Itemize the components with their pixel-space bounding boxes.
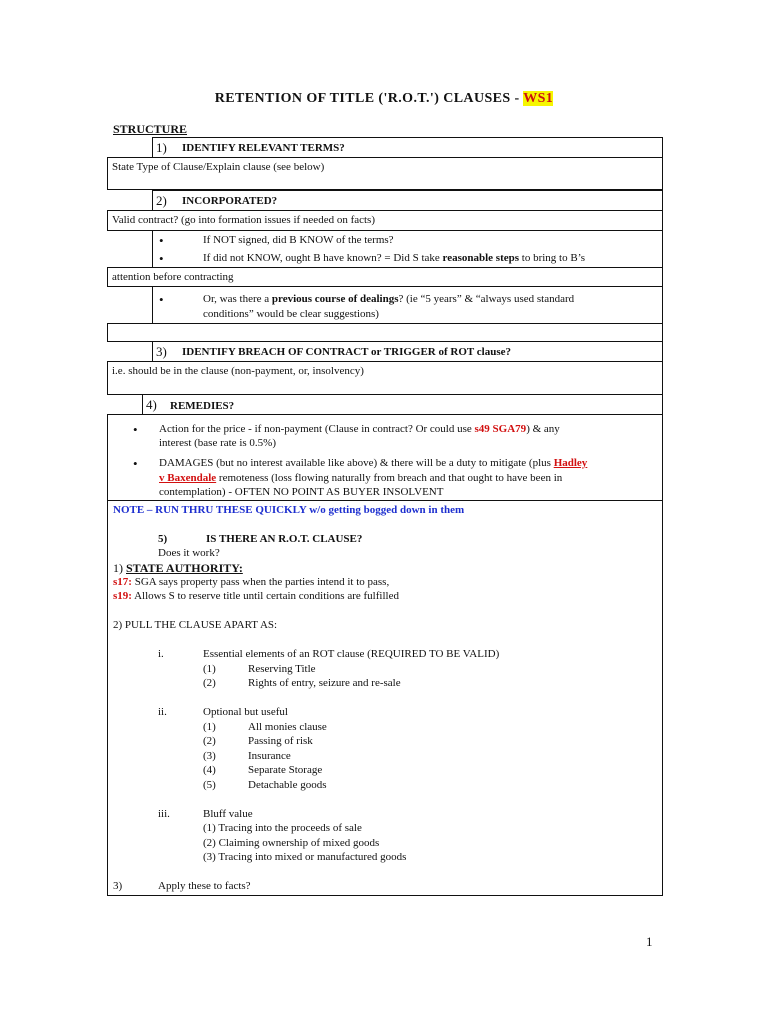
pull-iii-item-3: (3) Tracing into mixed or manufactured goods — [203, 851, 407, 863]
pull-ii-number: ii. — [158, 706, 167, 718]
section-3-header — [152, 341, 663, 362]
section-2-bullet-3: Or, was there a previous course of dealings? (ie “5 years” & “always used standard — [203, 293, 575, 305]
section-1-heading: IDENTIFY RELEVANT TERMS? — [182, 142, 345, 154]
title-tag: WS1 — [523, 91, 554, 106]
bullet-icon: • — [133, 456, 138, 471]
pull-ii-item-4-num: (4) — [203, 764, 216, 776]
section-4-header — [142, 394, 663, 415]
page-number: 1 — [646, 934, 653, 949]
pull-iii-item-1: (1) Tracing into the proceeds of sale — [203, 822, 362, 834]
section-3-heading: IDENTIFY BREACH OF CONTRACT or TRIGGER of ROT clause? — [182, 346, 512, 358]
pull-i-item-1-num: (1) — [203, 663, 216, 675]
section-3-number: 3) — [156, 344, 167, 359]
bullet-icon: • — [133, 422, 138, 437]
section-5-heading: IS THERE AN R.O.T. CLAUSE? — [206, 533, 363, 545]
section-3-text: i.e. should be in the clause (non-payment, or, insolvency) — [112, 365, 364, 377]
section-2-number: 2) — [156, 193, 167, 208]
bullet-icon: • — [159, 233, 164, 248]
pull-i-item-2-num: (2) — [203, 677, 216, 689]
pull-i-item-1: Reserving Title — [248, 663, 316, 675]
apply-text: Apply these to facts? — [158, 880, 251, 892]
pull-ii-item-3: Insurance — [248, 750, 291, 762]
pull-iii-number: iii. — [158, 808, 170, 820]
section-1-number: 1) — [156, 140, 167, 155]
pull-ii-item-5-num: (5) — [203, 779, 216, 791]
section-4-bullet-2: DAMAGES (but no interest available like above) & there will be a duty to mitigate (plus Hadley — [159, 457, 588, 469]
pull-heading: 2) PULL THE CLAUSE APART AS: — [113, 619, 278, 631]
section-2-bullet-3-cont: conditions” would be clear suggestions) — [203, 308, 379, 320]
section-2-header — [152, 190, 663, 211]
section-4-bullet-1: Action for the price - if non-payment (Clause in contract? Or could use s49 SGA79) & any — [159, 423, 560, 435]
section-2-text: Valid contract? (go into formation issues if needed on facts) — [112, 214, 376, 226]
section-2-body — [107, 210, 663, 231]
section-4-heading: REMEDIES? — [170, 400, 235, 412]
section-1-text: State Type of Clause/Explain clause (see below) — [112, 161, 325, 173]
section-2-heading: INCORPORATED? — [182, 195, 278, 207]
section-5-number: 5) — [158, 533, 168, 545]
section-2-bullets — [152, 230, 663, 268]
pull-ii-item-3-num: (3) — [203, 750, 216, 762]
section-2-bullet-3-box — [152, 286, 663, 324]
pull-ii-item-4: Separate Storage — [248, 764, 323, 776]
title-text: RETENTION OF TITLE ('R.O.T.') CLAUSES - — [214, 91, 524, 106]
pull-iii-text: Bluff value — [203, 808, 253, 820]
section-1-header — [152, 137, 663, 158]
pull-ii-item-1: All monies clause — [248, 721, 327, 733]
section-4-bullet-2-line-3: contemplation) - OFTEN NO POINT AS BUYER INSOLVENT — [159, 486, 444, 498]
pull-ii-item-2: Passing of risk — [248, 735, 313, 747]
pull-ii-text: Optional but useful — [203, 706, 288, 718]
structure-label: STRUCTURE — [113, 122, 188, 136]
section-3-body — [107, 361, 663, 395]
note-text: NOTE – RUN THRU THESE QUICKLY w/o getting bogged down in them — [113, 504, 465, 516]
section-4-body — [107, 414, 663, 501]
pull-ii-item-2-num: (2) — [203, 735, 216, 747]
pull-ii-item-5: Detachable goods — [248, 779, 327, 791]
s17-line: s17: SGA says property pass when the parties intend it to pass, — [113, 576, 390, 588]
page-title — [0, 91, 768, 107]
pull-iii-item-2: (2) Claiming ownership of mixed goods — [203, 837, 380, 849]
pull-i-item-2: Rights of entry, seizure and re-sale — [248, 677, 401, 689]
section-2-bullet-2: If did not KNOW, ought B have known? = Did S take reasonable steps to bring to B’s — [203, 252, 586, 264]
pull-ii-item-1-num: (1) — [203, 721, 216, 733]
rot-clause-box — [107, 500, 663, 896]
pull-i-number: i. — [158, 648, 164, 660]
section-4-bullet-1-cont: interest (base rate is 0.5%) — [159, 437, 276, 449]
pull-i-text: Essential elements of an ROT clause (REQUIRED TO BE VALID) — [203, 648, 500, 660]
bullet-icon: • — [159, 251, 164, 266]
authority-heading: 1) STATE AUTHORITY: — [113, 561, 243, 575]
section-2-continuation — [107, 267, 663, 287]
section-1-body — [107, 157, 663, 190]
section-4-number: 4) — [146, 397, 157, 412]
section-2-bullet-2-cont: attention before contracting — [112, 271, 234, 283]
section-5-sub: Does it work? — [158, 547, 220, 559]
bullet-icon: • — [159, 292, 164, 307]
section-2-bullet-1: If NOT signed, did B KNOW of the terms? — [203, 234, 394, 246]
s19-line: s19: Allows S to reserve title until certain conditions are fulfilled — [113, 590, 399, 602]
apply-number: 3) — [113, 880, 123, 892]
empty-row — [107, 323, 663, 342]
section-4-bullet-2-line-2: v Baxendale remoteness (loss flowing naturally from breach and that ought to have been in — [159, 472, 563, 484]
